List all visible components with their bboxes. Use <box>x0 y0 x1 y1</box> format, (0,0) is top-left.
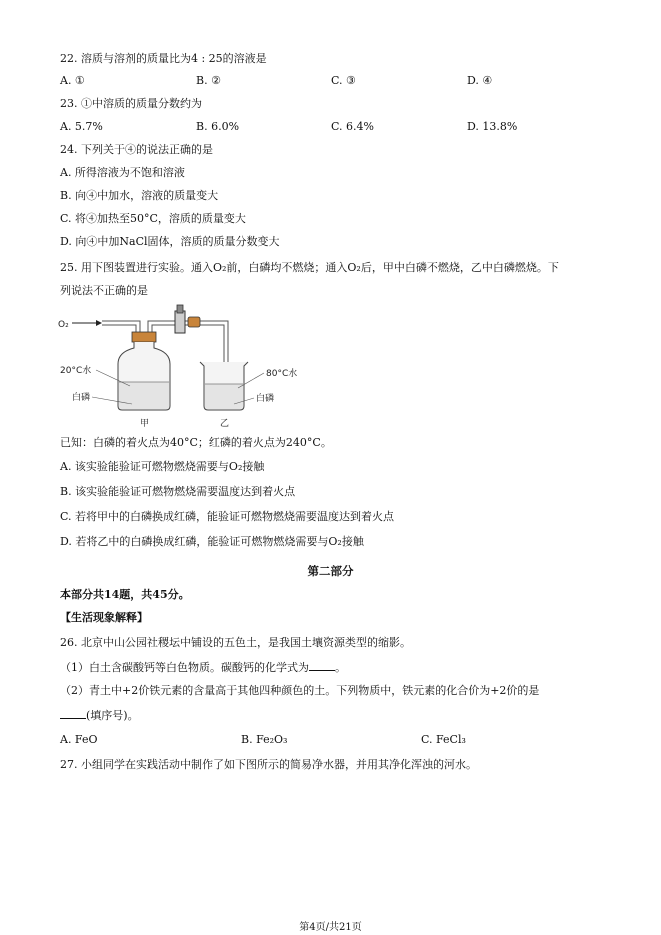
clamp-icon <box>175 311 185 333</box>
q26-sub1: （1）白土含碳酸钙等白色物质。碳酸钙的化学式为 。 <box>60 661 346 674</box>
q25-stem-line1: 25. 用下图装置进行实验。通入O₂前，白磷均不燃烧；通入O₂后，甲中白磷不燃烧，乙中白磷燃烧。下 <box>60 261 559 274</box>
q26-option-c: C. FeCl₃ <box>421 733 466 746</box>
o2-label: O₂ <box>58 320 69 330</box>
q23-option-d: D. 13.8% <box>467 120 518 133</box>
q22-option-b: B. ② <box>196 74 221 87</box>
q22-option-a: A. ① <box>60 74 85 87</box>
white-phosphorus-left-label: 白磷 <box>72 393 91 403</box>
q22-option-d: D. ④ <box>467 74 493 87</box>
combustion-apparatus-figure <box>58 302 318 430</box>
section-heading: 【生活现象解释】 <box>60 611 148 624</box>
q27-stem: 27. 小组同学在实践活动中制作了如下图所示的简易净水器，并用其净化浑浊的河水。 <box>60 758 477 771</box>
q25-known: 已知：白磷的着火点为40°C；红磷的着火点为240°C。 <box>60 436 332 449</box>
q23-stem: 23. ①中溶质的质量分数约为 <box>60 97 202 110</box>
q25-stem-line2: 列说法不正确的是 <box>60 284 148 297</box>
page-number: 第4页/共21页 <box>299 922 362 933</box>
q26-option-a: A. FeO <box>60 733 98 746</box>
q26-option-b: B. Fe₂O₃ <box>241 733 288 746</box>
jar-stopper <box>132 332 156 342</box>
q22-option-c: C. ③ <box>331 74 356 87</box>
q26-sub2: （2）青土中+2价铁元素的含量高于其他四种颜色的土。下列物质中，铁元素的化合价为+2价的是 <box>60 684 540 697</box>
q24-stem: 24. 下列关于④的说法正确的是 <box>60 143 213 156</box>
answer-blank-2 <box>60 708 86 719</box>
jia-label: 甲 <box>140 419 150 429</box>
beaker-water <box>205 384 243 409</box>
q23-option-c: C. 6.4% <box>331 120 374 133</box>
o2-arrow-head <box>96 320 102 326</box>
water-80c-label: 80°C水 <box>266 369 298 379</box>
white-phosphorus-right-label: 白磷 <box>256 394 275 404</box>
q24-option-d: D. 向④中加NaCl固体，溶质的质量分数变大 <box>60 235 280 248</box>
answer-blank-1 <box>309 660 335 671</box>
q24-option-a: A. 所得溶液为不饱和溶液 <box>60 166 185 179</box>
part2-title: 第二部分 <box>307 564 354 578</box>
yi-label: 乙 <box>220 419 230 429</box>
q22-stem: 22. 溶质与溶剂的质量比为4 : 25的溶液是 <box>60 52 267 65</box>
q26-sub2-line2: (填序号)。 <box>60 708 139 723</box>
jar-water <box>119 382 169 409</box>
q24-option-b: B. 向④中加水，溶液的质量变大 <box>60 189 219 202</box>
water-20c-label: 20°C水 <box>60 366 92 376</box>
q25-option-b: B. 该实验能验证可燃物燃烧需要温度达到着火点 <box>60 485 296 498</box>
q25-option-d: D. 若将乙中的白磷换成红磷，能验证可燃物燃烧需要与O₂接触 <box>60 535 364 548</box>
q23-option-a: A. 5.7% <box>60 120 103 133</box>
q25-option-c: C. 若将甲中的白磷换成红磷，能验证可燃物燃烧需要温度达到着火点 <box>60 510 395 523</box>
part2-summary: 本部分共14题，共45分。 <box>60 588 190 601</box>
q23-option-b: B. 6.0% <box>196 120 240 133</box>
q25-option-a: A. 该实验能验证可燃物燃烧需要与O₂接触 <box>60 460 265 473</box>
q26-stem: 26. 北京中山公园社稷坛中铺设的五色土，是我国土壤资源类型的缩影。 <box>60 636 411 649</box>
q24-option-c: C. 将④加热至50°C，溶质的质量变大 <box>60 212 246 225</box>
